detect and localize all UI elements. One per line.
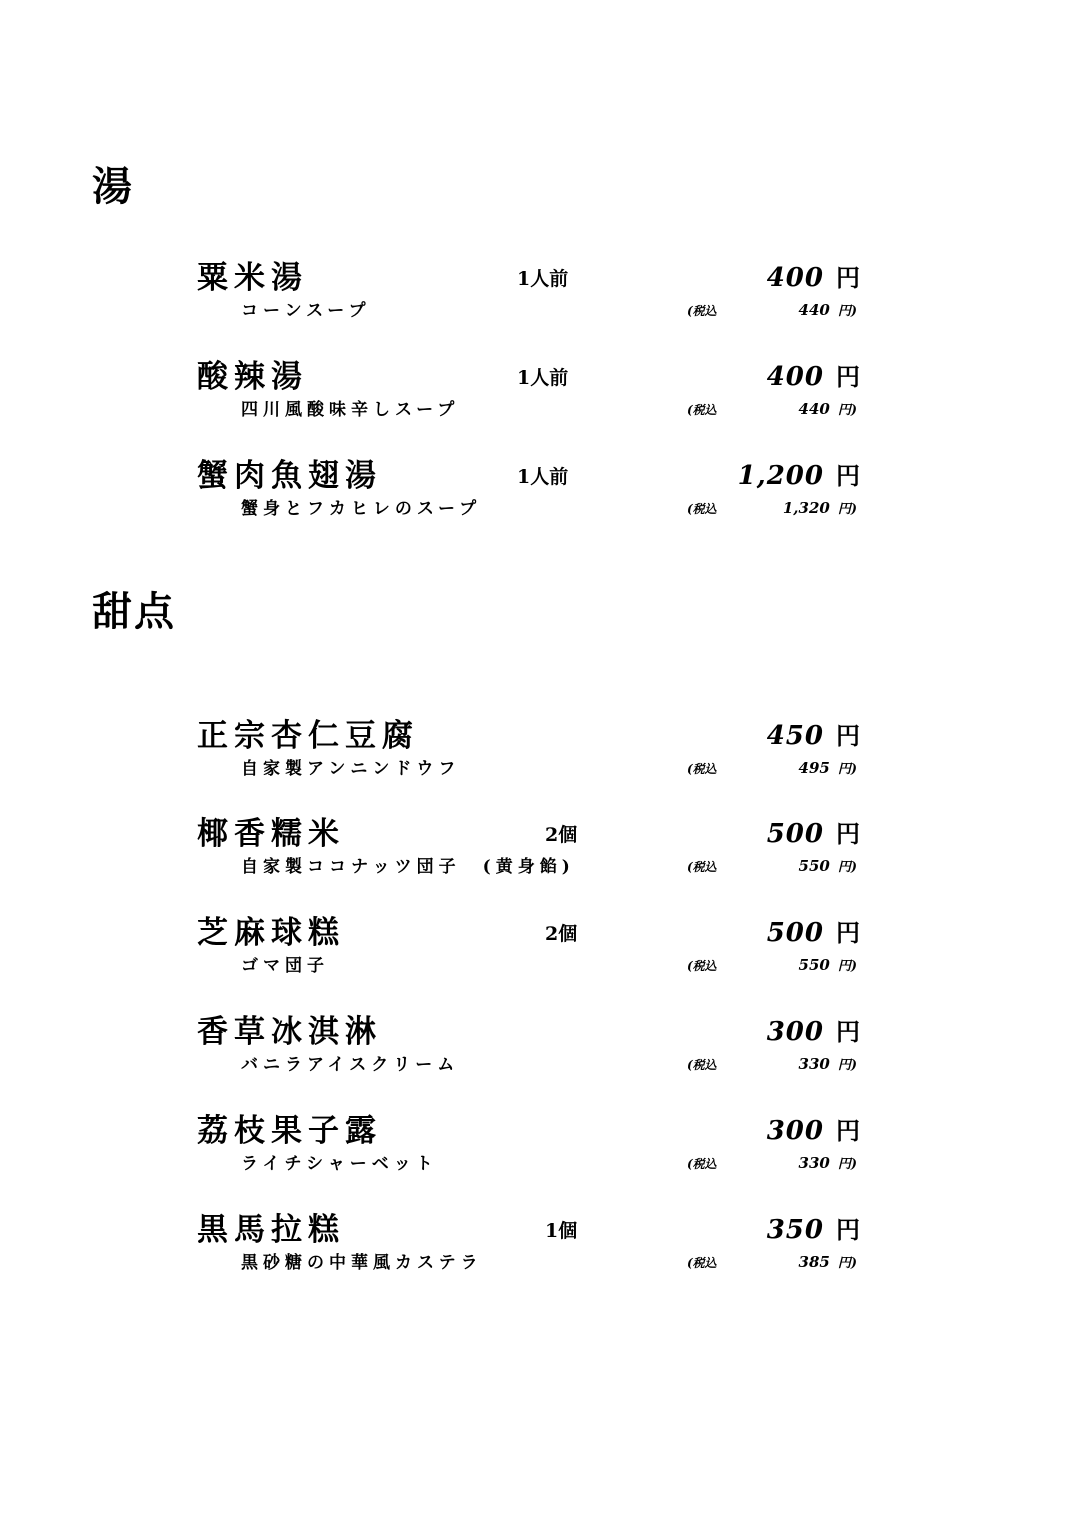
item-price: 500 円 bbox=[766, 918, 861, 948]
item-tax-price: 550 円) bbox=[798, 956, 857, 974]
section-heading-soup: 湯 bbox=[92, 163, 134, 210]
item-description: バニラアイスクリーム bbox=[241, 1055, 460, 1075]
tax-included-label: (税込 bbox=[687, 860, 717, 874]
item-description: ゴマ団子 bbox=[241, 956, 329, 976]
item-description: 四川風酸味辛しスープ bbox=[241, 400, 460, 420]
item-name: 正宗杏仁豆腐 bbox=[197, 718, 419, 754]
item-price: 300 円 bbox=[766, 1116, 861, 1146]
item-price: 400 円 bbox=[766, 362, 861, 392]
menu-item bbox=[197, 1204, 877, 1274]
item-tax-price: 550 円) bbox=[798, 857, 857, 875]
item-tax-price: 440 円) bbox=[798, 400, 857, 418]
item-description: コーンスープ bbox=[241, 301, 371, 321]
item-price: 400 円 bbox=[766, 263, 861, 293]
item-description: 蟹身とフカヒレのスープ bbox=[241, 499, 482, 519]
item-price: 350 円 bbox=[766, 1215, 861, 1245]
menu-item bbox=[197, 1105, 877, 1175]
tax-included-label: (税込 bbox=[687, 1058, 717, 1072]
item-price: 1,200 円 bbox=[737, 461, 861, 491]
item-portion: 2個 bbox=[545, 923, 578, 945]
menu-item bbox=[197, 710, 877, 780]
item-tax-price: 330 円) bbox=[798, 1154, 857, 1172]
item-name: 香草冰淇淋 bbox=[197, 1014, 382, 1050]
item-description: ライチシャーベット bbox=[241, 1154, 438, 1174]
menu-item bbox=[197, 450, 877, 520]
item-description: 自家製アンニンドウフ bbox=[241, 759, 461, 779]
item-price: 500 円 bbox=[766, 819, 861, 849]
item-portion: 1個 bbox=[545, 1220, 578, 1242]
item-tax-price: 495 円) bbox=[798, 759, 857, 777]
item-name: 酸辣湯 bbox=[197, 359, 308, 395]
tax-included-label: (税込 bbox=[687, 959, 717, 973]
item-name: 芝麻球糕 bbox=[197, 915, 345, 951]
item-portion: 2個 bbox=[545, 824, 578, 846]
item-tax-price: 385 円) bbox=[798, 1253, 857, 1271]
menu-item bbox=[197, 252, 877, 322]
menu-item bbox=[197, 351, 877, 421]
item-price: 300 円 bbox=[766, 1017, 861, 1047]
item-tax-price: 330 円) bbox=[798, 1055, 857, 1073]
item-name: 黒馬拉糕 bbox=[197, 1212, 345, 1248]
menu-item bbox=[197, 1006, 877, 1076]
item-name: 粟米湯 bbox=[197, 260, 308, 296]
item-name: 椰香糯米 bbox=[197, 816, 345, 852]
item-price: 450 円 bbox=[766, 721, 861, 751]
menu-item bbox=[197, 808, 877, 878]
item-tax-price: 1,320 円) bbox=[782, 499, 857, 517]
item-description: 黒砂糖の中華風カステラ bbox=[241, 1253, 483, 1273]
tax-included-label: (税込 bbox=[687, 1157, 717, 1171]
item-tax-price: 440 円) bbox=[798, 301, 857, 319]
tax-included-label: (税込 bbox=[687, 403, 717, 417]
item-portion: 1人前 bbox=[517, 367, 569, 389]
item-name: 荔枝果子露 bbox=[197, 1113, 382, 1149]
item-portion: 1人前 bbox=[517, 268, 569, 290]
tax-included-label: (税込 bbox=[687, 304, 717, 318]
item-description: 自家製ココナッツ団子 (黄身餡) bbox=[241, 857, 575, 877]
tax-included-label: (税込 bbox=[687, 762, 717, 776]
tax-included-label: (税込 bbox=[687, 1256, 717, 1270]
item-portion: 1人前 bbox=[517, 466, 569, 488]
tax-included-label: (税込 bbox=[687, 502, 717, 516]
menu-item bbox=[197, 907, 877, 977]
section-heading-dessert: 甜点 bbox=[92, 588, 176, 635]
item-name: 蟹肉魚翅湯 bbox=[197, 458, 382, 494]
